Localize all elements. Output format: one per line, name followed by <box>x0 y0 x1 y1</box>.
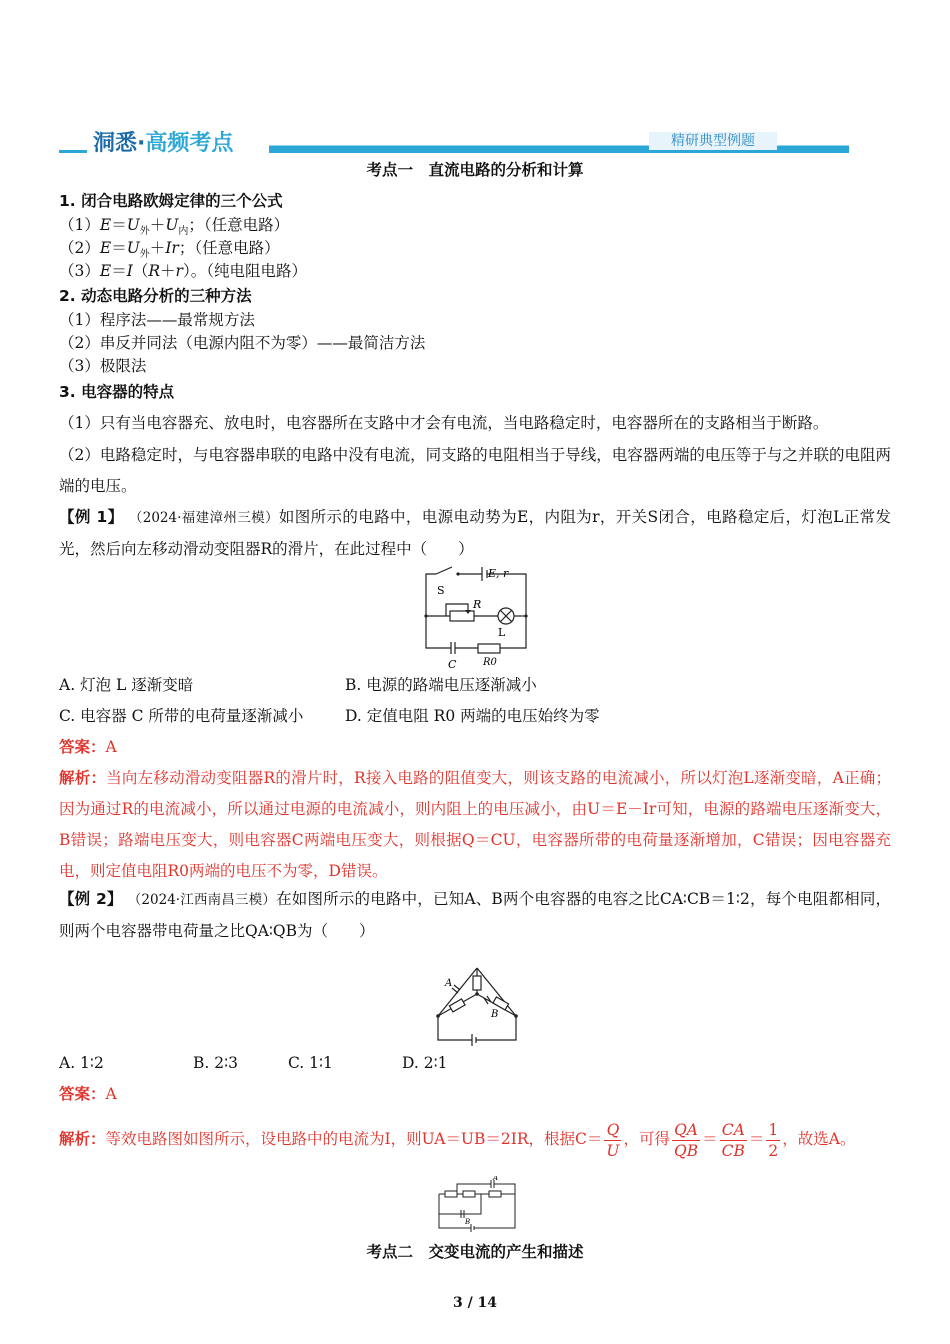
header-right-label: 精研典型例题 <box>649 132 777 150</box>
example2-option-a: A. 1∶2 <box>59 1054 104 1072</box>
label-eq-a: A <box>493 1176 499 1182</box>
fraction-ca-over-cb: $\frac{CA}{CB}$ <box>721 1120 745 1160</box>
heading-ohm-law: 1. 闭合电路欧姆定律的三个公式 <box>59 192 283 210</box>
example2-analysis-mid: ，可得 <box>623 1130 670 1148</box>
header-title-part1: 洞悉 <box>93 131 138 156</box>
example1-answer-label: 答案： <box>59 738 106 756</box>
heading-capacitor: 3. 电容器的特点 <box>59 383 175 401</box>
label-source: E, r <box>488 567 509 580</box>
example2-option-b: B. 2∶3 <box>193 1054 239 1072</box>
example1-option-b: B. 电源的路端电压逐渐减小 <box>345 676 537 694</box>
method-2: （2）串反并同法（电源内阻不为零）——最简洁方法 <box>59 334 426 352</box>
header-title <box>93 126 233 157</box>
label-eq-b: B <box>465 1218 471 1226</box>
label-resistor: R0 <box>483 657 497 668</box>
header-banner <box>59 128 849 154</box>
example2-source: （2024·江西南昌三模） <box>127 892 277 908</box>
method-3: （3）极限法 <box>59 357 147 375</box>
example2-answer <box>59 1083 117 1105</box>
page-number: 3 / 14 <box>452 1295 498 1311</box>
example1-stem <box>59 502 891 565</box>
method-1: （1）程序法——最常规方法 <box>59 311 255 329</box>
example2-stem <box>59 884 891 947</box>
example2-analysis: 解析：等效电路图如图所示，设电路中的电流为I，则UA＝UB＝2IR，根据C＝ $\frac{Q}{U}$ ，可得 $\frac{QA}{QB}$ ＝ $\frac{CA}{CB}$ ＝ $\frac{1}{2}$ ，故选A。 <box>59 1120 856 1160</box>
example1-option-c: C. 电容器 C 所带的电荷量逐渐减小 <box>59 707 304 725</box>
example2-answer-value: A <box>105 1085 117 1103</box>
fraction-q-over-u: $\frac{Q}{U}$ <box>606 1120 620 1160</box>
example2-tag: 【例 2】 <box>59 890 123 908</box>
example1-analysis <box>59 763 891 887</box>
example1-option-d: D. 定值电阻 R0 两端的电压始终为零 <box>345 707 600 725</box>
header-title-dot: · <box>137 131 146 156</box>
equivalent-circuit-diagram <box>435 1176 519 1234</box>
formula-2: $(2)E=U_外+Ir$；（任意电路） <box>59 239 280 261</box>
capacitor-point-1: （1）只有当电容器充、放电时，电容器所在支路中才会有电流，当电路稳定时，电容器所在的支路相当于断路。 <box>59 414 829 432</box>
example2-analysis-post: ，故选A。 <box>782 1130 856 1148</box>
example2-analysis-pre: 等效电路图如图所示，设电路中的电流为I，则UA＝UB＝2IR，根据C＝ <box>105 1130 603 1148</box>
example2-option-c: C. 1∶1 <box>288 1054 333 1072</box>
example1-answer-value: A <box>105 738 117 756</box>
label-cap-b: B <box>491 1009 499 1020</box>
header-title-part2: 高频考点 <box>145 131 234 156</box>
formula-3: （3）E＝I（R＋r）。（纯电阻电路） <box>59 262 307 280</box>
example1-question: 如图所示的电路中，电源电动势为E，内阻为r，开关S闭合，电路稳定后，灯泡L正常发光，然后向左移动滑动变阻器R的滑片，在此过程中（ ） <box>59 508 891 558</box>
heading-dynamic-methods: 2. 动态电路分析的三种方法 <box>59 287 252 305</box>
example2-answer-label: 答案： <box>59 1085 106 1103</box>
example1-tag: 【例 1】 <box>59 508 124 526</box>
label-rheostat: R <box>473 598 482 611</box>
label-switch: S <box>437 584 445 597</box>
header-divider-line <box>269 152 849 153</box>
example1-source: （2024·福建漳州三模） <box>128 510 279 526</box>
example2-analysis-label: 解析： <box>59 1130 106 1148</box>
formula-1: $(1)E=U_外+U_内$；（任意电路） <box>59 216 290 238</box>
example1-option-a: A. 灯泡 L 逐渐变暗 <box>59 676 194 694</box>
example1-answer <box>59 736 117 758</box>
example2-circuit-diagram <box>432 964 522 1046</box>
example1-analysis-text: 当向左移动滑动变阻器R的滑片时，R接入电路的阻值变大，则该支路的电流减小，所以灯泡L逐渐变暗，A正确；因为通过R的电流减小，所以通过电源的电流减小，则内阻上的电压减小，由U＝E－Ir可知，电源的路端电压逐渐变大，B错误；路端电压变大，则电容器C两端电压变大，则根据Q＝CU，电容器所带的电荷量逐渐增加，C错误；因电容器充电，则定值电阻R0两端的电压不为零，D错误。 <box>59 769 891 880</box>
label-cap-a: A <box>445 978 453 989</box>
example1-analysis-label: 解析： <box>59 769 107 787</box>
section2-title: 考点二 交变电流的产生和描述 <box>366 1243 584 1261</box>
example2-question: 在如图所示的电路中，已知A、B两个电容器的电容之比CA∶CB＝1∶2，每个电阻都相同，则两个电容器带电荷量之比QA∶QB为（ ） <box>59 890 892 940</box>
label-lamp: L <box>498 626 506 639</box>
capacitor-point-2: （2）电路稳定时，与电容器串联的电路中没有电流，同支路的电阻相当于导线，电容器两端的电压等于与之并联的电阻两端的电压。 <box>59 446 891 495</box>
fraction-qa-over-qb: $\frac{QA}{QB}$ <box>673 1120 699 1160</box>
section1-title: 考点一 直流电路的分析和计算 <box>366 161 584 179</box>
example1-circuit-diagram <box>418 564 534 672</box>
example2-option-d: D. 2∶1 <box>402 1054 448 1072</box>
header-left-bar <box>59 150 87 153</box>
fraction-one-half: $\frac{1}{2}$ <box>768 1120 779 1160</box>
label-capacitor: C <box>448 658 457 671</box>
